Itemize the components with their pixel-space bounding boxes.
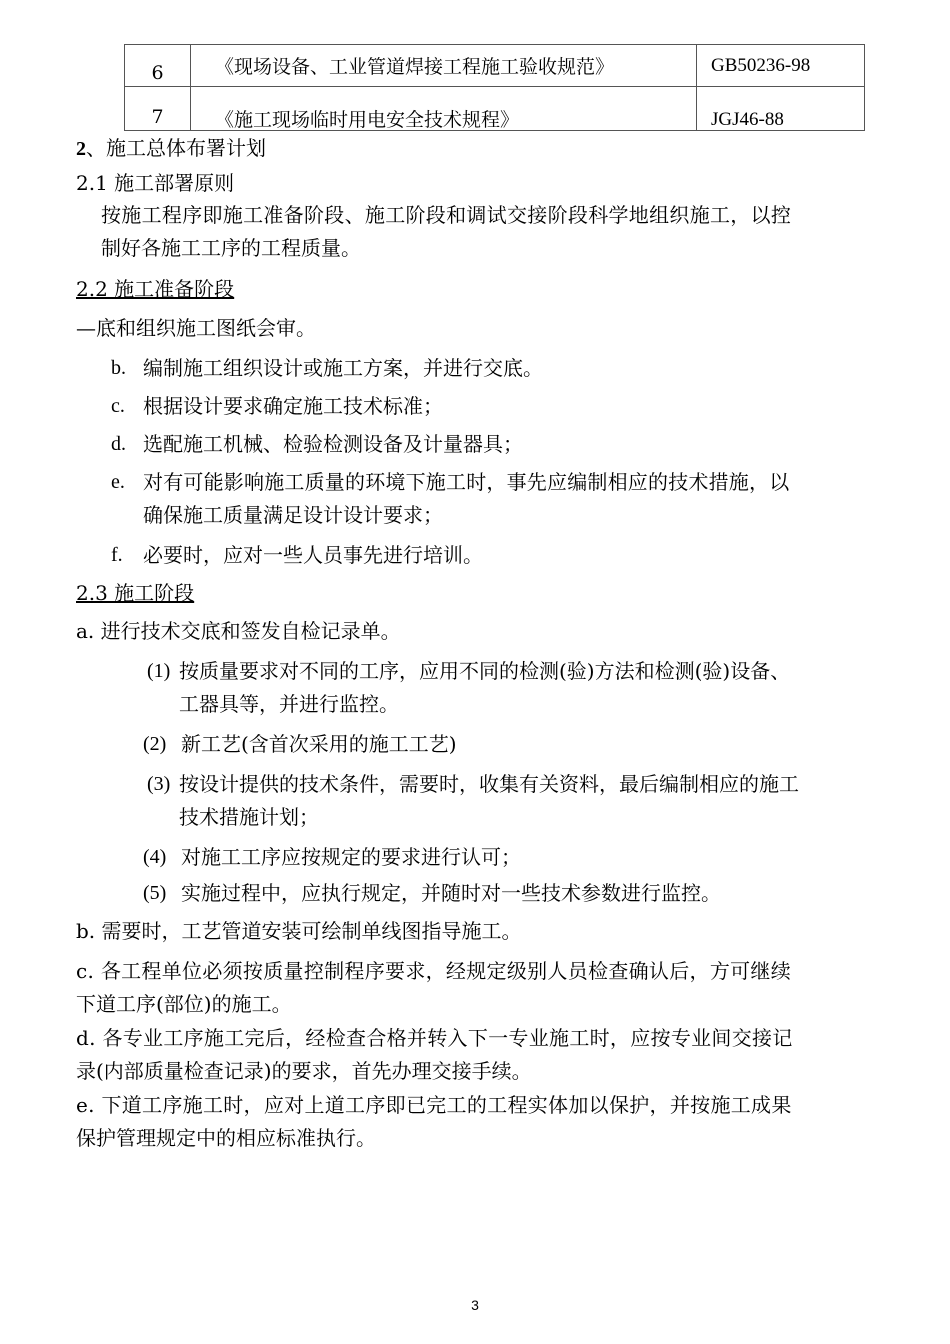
standards-table: [124, 44, 865, 131]
sub-item-label: (4): [143, 846, 167, 868]
list-label: b.: [111, 357, 126, 379]
list-label: c.: [111, 395, 125, 417]
paragraph-line: b. 需要时，工艺管道安装可绘制单线图指导施工。: [76, 919, 522, 943]
sub-item-label: (3): [147, 773, 171, 795]
row-number: 7: [125, 87, 191, 131]
standard-title: 《施工现场临时用电安全技术规程》: [191, 87, 697, 131]
table-row: [125, 45, 865, 87]
section-2-heading: [76, 136, 266, 161]
list-label: f.: [111, 544, 123, 566]
sub-item: 按设计提供的技术条件，需要时，收集有关资料，最后编制相应的施工: [179, 772, 799, 796]
sub-item: 实施过程中，应执行规定，并随时对一些技术参数进行监控。: [181, 881, 721, 905]
list-item: 必要时，应对一些人员事先进行培训。: [143, 543, 483, 567]
list-item: 根据设计要求确定施工技术标准；: [143, 394, 443, 418]
heading-2-3: 2.3 施工阶段: [76, 581, 195, 605]
page-number: 3: [471, 1297, 479, 1313]
paragraph-line: 下道工序(部位)的施工。: [76, 992, 292, 1016]
list-item: 编制施工组织设计或施工方案，并进行交底。: [143, 356, 543, 380]
list-item: 选配施工机械、检验检测设备及计量器具；: [143, 432, 523, 456]
standard-code: GB50236-98: [697, 45, 865, 87]
sub-item-label: (5): [143, 882, 167, 904]
heading-2-2: 2.2 施工准备阶段: [76, 277, 235, 301]
list-label: e.: [111, 471, 125, 493]
section-number: 2: [76, 138, 86, 160]
paragraph-line: 录(内部质量检查记录)的要求，首先办理交接手续。: [76, 1059, 532, 1083]
sub-item-label: (2): [143, 733, 167, 755]
sub-item-label: (1): [147, 660, 171, 682]
list-label: d.: [111, 433, 126, 455]
section-title: 、施工总体布署计划: [86, 136, 266, 160]
standard-code: JGJ46-88: [697, 87, 865, 131]
paragraph-line: a. 进行技术交底和签发自检记录单。: [76, 619, 401, 643]
table-row: [125, 87, 865, 131]
heading-2-1: 2.1 施工部署原则: [76, 171, 235, 195]
paragraph-line: d. 各专业工序施工完后，经检查合格并转入下一专业施工时，应按专业间交接记: [76, 1026, 793, 1050]
paragraph-line: 保护管理规定中的相应标准执行。: [76, 1126, 376, 1150]
paragraph-line: 按施工程序即施工准备阶段、施工阶段和调试交接阶段科学地组织施工，以控: [101, 203, 792, 227]
paragraph-line: —底和组织施工图纸会审。: [76, 316, 316, 340]
sub-item-continuation: 技术措施计划；: [179, 805, 319, 829]
list-item-continuation: 确保施工质量满足设计设计要求；: [143, 503, 443, 527]
list-item: 对有可能影响施工质量的环境下施工时，事先应编制相应的技术措施，以: [143, 470, 790, 494]
paragraph-line: c. 各工程单位必须按质量控制程序要求，经规定级别人员检查确认后，方可继续: [76, 959, 792, 983]
sub-item: 按质量要求对不同的工序，应用不同的检测(验)方法和检测(验)设备、: [179, 659, 791, 683]
sub-item-continuation: 工器具等，并进行监控。: [179, 692, 399, 716]
paragraph-line: 制好各施工工序的工程质量。: [101, 236, 361, 260]
standard-title: 《现场设备、工业管道焊接工程施工验收规范》: [191, 45, 697, 87]
sub-item: 新工艺(含首次采用的施工工艺): [181, 732, 457, 756]
paragraph-line: e. 下道工序施工时，应对上道工序即已完工的工程实体加以保护，并按施工成果: [76, 1093, 792, 1117]
row-number: 6: [125, 45, 191, 87]
sub-item: 对施工工序应按规定的要求进行认可；: [181, 845, 521, 869]
